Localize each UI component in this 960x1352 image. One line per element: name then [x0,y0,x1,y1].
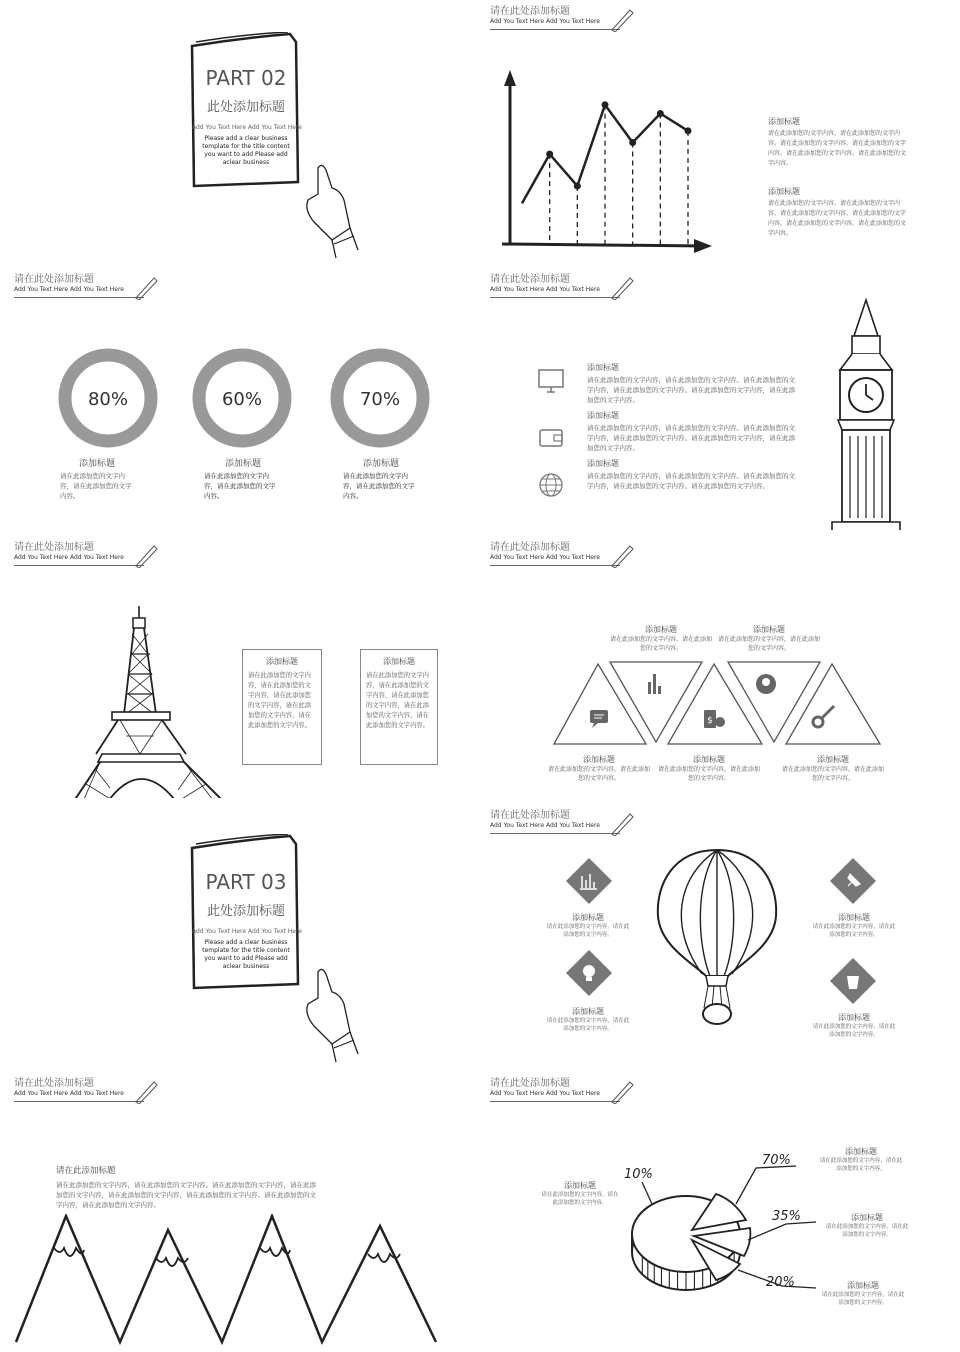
slide-header [14,542,154,562]
header-subtitle: Add You Text Here Add You Text Here [490,286,600,293]
globe-icon [536,470,566,500]
data-point [657,110,664,117]
section-title: 请在此添加标题 [56,1166,116,1176]
item-text: 请在此添加您的文字内容，请在此添加您的文字内容。请在此添加您的文字内容，请在此添加您的文字内容。请在此添加您的文字内容，请在此添加您的文字内容。 [587,424,795,452]
line-chart [496,60,726,260]
item-text: 请在此添加您的文字内容，请在此添加您的文字内容。 [812,924,896,938]
pencil-icon [132,1078,158,1104]
pencil-icon [132,542,158,568]
ring-chart-3 [328,346,438,456]
item-text: 请在此添加您的文字内容，请在此添加您的文字内容。 [819,1158,903,1172]
box-title: 添加标题 [383,657,415,666]
pointing-hand-illustration [296,964,366,1064]
part-subtitle: Add You Text Here Add You Text Here [192,928,302,935]
pie-label: 70% [762,1153,791,1168]
cup-diamond-icon [828,956,878,1006]
pencil-icon [608,6,634,32]
header-subtitle: Add You Text Here Add You Text Here [490,822,600,829]
bottom-text: 请在此添加您的文字内容，请在此添加您的文字内容。 [548,766,651,782]
svg-text:$: $ [707,716,713,726]
header-title: 请在此处添加标题 [14,542,94,553]
monitor-icon [536,366,566,396]
item-text: 请在此添加您的文字内容，请在此添加您的文字内容。 [825,1224,909,1238]
x-axis-arrow [694,239,712,253]
part-heading: 此处添加标题 [206,100,285,115]
leader-line [748,1222,816,1240]
pie-label: 20% [766,1275,795,1290]
item-text: 请在此添加您的文字内容，请在此添加您的文字内容，请在此添加您的文字内容，请在此添加您的文字内容，请在此添加您的文字内容，请在此添加您的文字内容。 [768,200,907,237]
slide-header [490,1078,630,1098]
header-title: 请在此处添加标题 [490,1078,570,1089]
item-title: 添加标题 [838,1013,870,1022]
ring-title: 添加标题 [224,459,261,469]
header-title: 请在此处添加标题 [490,6,570,17]
slide-balloon [486,804,960,1066]
leader-line [642,1182,652,1204]
slide-header [14,274,154,294]
pin-diamond-icon [828,856,878,906]
data-point [546,151,553,158]
slide-header [490,810,630,830]
hot-air-balloon-illustration [654,846,780,1030]
data-point [629,139,636,146]
text-block-2 [768,186,906,239]
top-text: 请在此添加您的文字内容，请在此添加您的文字内容。 [610,636,713,652]
pie-label: 10% [624,1167,653,1182]
box-text: 请在此添加您的文字内容，请在此添加您的文字内容，请在此添加您的文字内容，请在此添加您的文字内容，请在此添加您的文字内容。 [248,672,311,729]
part-label: PART 03 [205,870,287,894]
data-point [685,127,692,134]
item-text: 请在此添加您的文字内容，请在此添加您的文字内容。 [546,1018,630,1032]
item-title: 添加标题 [768,117,800,126]
item-text: 请在此添加您的文字内容，请在此添加您的文字内容。 [812,1024,896,1038]
part-heading: 此处添加标题 [206,904,285,919]
slide-pie [486,1072,960,1352]
header-title: 请在此处添加标题 [490,810,570,821]
header-subtitle: Add You Text Here Add You Text Here [14,286,124,293]
slide-rings [0,268,474,530]
slide-part-02 [0,0,474,262]
top-text: 请在此添加您的文字内容，请在此添加您的文字内容。 [718,636,821,652]
x-axis [502,244,706,246]
item-title: 添加标题 [587,363,619,372]
slide-mountains [0,1072,474,1352]
bulb-diamond-icon [564,948,614,998]
item-text: 请在此添加您的文字内容，请在此添加您的文字内容。 [821,1292,905,1306]
pie-chart-3d [616,1142,816,1312]
part-description: Please add a clear business template for the title content you want to add Please add aclear business [202,135,290,166]
item-text: 请在此添加您的文字内容，请在此添加您的文字内容。请在此添加您的文字内容，请在此添加您的文字内容。请在此添加您的文字内容。 [587,472,795,490]
item-title: 添加标题 [572,913,604,922]
data-point [602,101,609,108]
header-title: 请在此处添加标题 [490,542,570,553]
pencil-icon [132,274,158,300]
item-text: 请在此添加您的文字内容，请在此添加您的文字内容。请在此添加您的文字内容，请在此添加您的文字内容。请在此添加您的文字内容，请在此添加您的文字内容。 [587,376,795,404]
ring-value: 80% [87,389,129,410]
item-text: 请在此添加您的文字内容，请在此添加您的文字内容。 [541,1192,619,1206]
pencil-icon [608,810,634,836]
header-title: 请在此处添加标题 [490,274,570,285]
item-title: 添加标题 [838,913,870,922]
header-title: 请在此处添加标题 [14,274,94,285]
leader-line [736,1166,796,1204]
ring-chart-2 [190,346,300,456]
item-title: 添加标题 [768,187,800,196]
item-title: 添加标题 [587,459,619,468]
item-title: 添加标题 [564,1181,596,1190]
ring-title: 添加标题 [78,459,115,469]
box-title: 添加标题 [266,657,298,666]
chart-diamond-icon [564,856,614,906]
slide-part-03 [0,804,474,1066]
pointing-hand-illustration [296,160,366,260]
pencil-icon [608,542,634,568]
slide-line-chart [486,0,960,262]
bottom-title: 添加标题 [583,755,615,764]
item-text: 请在此添加您的文字内容，请在此添加您的文字内容。 [546,924,630,938]
slide-big-ben [486,268,960,530]
ring-title: 添加标题 [362,459,399,469]
header-title: 请在此处添加标题 [14,1078,94,1089]
text-block-1 [768,116,906,169]
part-description: Please add a clear business template for the title content you want to add Please add aclear business [202,939,290,970]
pie-label: 35% [772,1209,801,1224]
ring-text: 请在此添加您的文字内容，请在此添加您的文字内容。 [60,472,132,500]
slide-header [490,274,630,294]
item-title: 添加标题 [845,1147,877,1156]
header-subtitle: Add You Text Here Add You Text Here [490,554,600,561]
item-title: 添加标题 [587,411,619,420]
ring-chart-1 [56,346,166,456]
brain-gear-icon [756,674,776,694]
text-box-1 [242,649,322,765]
box-text: 请在此添加您的文字内容，请在此添加您的文字内容，请在此添加您的文字内容，请在此添加您的文字内容，请在此添加您的文字内容。 [366,672,429,729]
data-point [574,183,581,190]
item-title: 添加标题 [847,1281,879,1290]
ring-text: 请在此添加您的文字内容，请在此添加您的文字内容。 [204,472,276,500]
top-title: 添加标题 [753,625,785,634]
bottom-text: 请在此添加您的文字内容，请在此添加您的文字内容。 [658,766,761,782]
triangles-diagram [552,660,914,748]
item-title: 添加标题 [851,1213,883,1222]
section-text: 请在此添加您的文字内容，请在此添加您的文字内容。请在此添加您的文字内容，请在此添加您的文字内容，请在此添加您的文字内容，请在此添加您的文字内容。请在此添加您的文字内容，请在此添加您的文字内容。 [56,1181,316,1209]
wallet-icon [536,424,566,454]
bottom-text: 请在此添加您的文字内容，请在此添加您的文字内容。 [782,766,885,782]
text-box-2 [360,649,438,765]
slide-header [490,6,630,26]
header-subtitle: Add You Text Here Add You Text Here [14,1090,124,1097]
item-title: 添加标题 [572,1007,604,1016]
ring-value: 60% [221,389,263,410]
eiffel-tower-illustration [66,604,236,798]
part-subtitle: Add You Text Here Add You Text Here [192,124,302,131]
mountains-illustration [10,1214,450,1350]
item-text: 请在此添加您的文字内容，请在此添加您的文字内容。请在此添加您的文字内容，请在此添加您的文字内容，请在此添加您的文字内容，请在此添加您的文字内容。 [768,130,907,167]
pencil-icon [608,1078,634,1104]
slide-header [14,1078,154,1098]
slide-eiffel [0,536,474,798]
slide-triangles [486,536,960,798]
part-label: PART 02 [205,66,287,90]
header-subtitle: Add You Text Here Add You Text Here [490,1090,600,1097]
header-subtitle: Add You Text Here Add You Text Here [490,18,600,25]
y-axis-arrow [504,70,516,86]
bottom-title: 添加标题 [817,755,849,764]
slide-header [490,542,630,562]
bottom-title: 添加标题 [693,755,725,764]
ring-value: 70% [359,389,401,410]
header-subtitle: Add You Text Here Add You Text Here [14,554,124,561]
big-ben-illustration [826,296,906,530]
ring-text: 请在此添加您的文字内容，请在此添加您的文字内容。 [343,472,415,500]
pencil-icon [608,274,634,300]
top-title: 添加标题 [645,625,677,634]
